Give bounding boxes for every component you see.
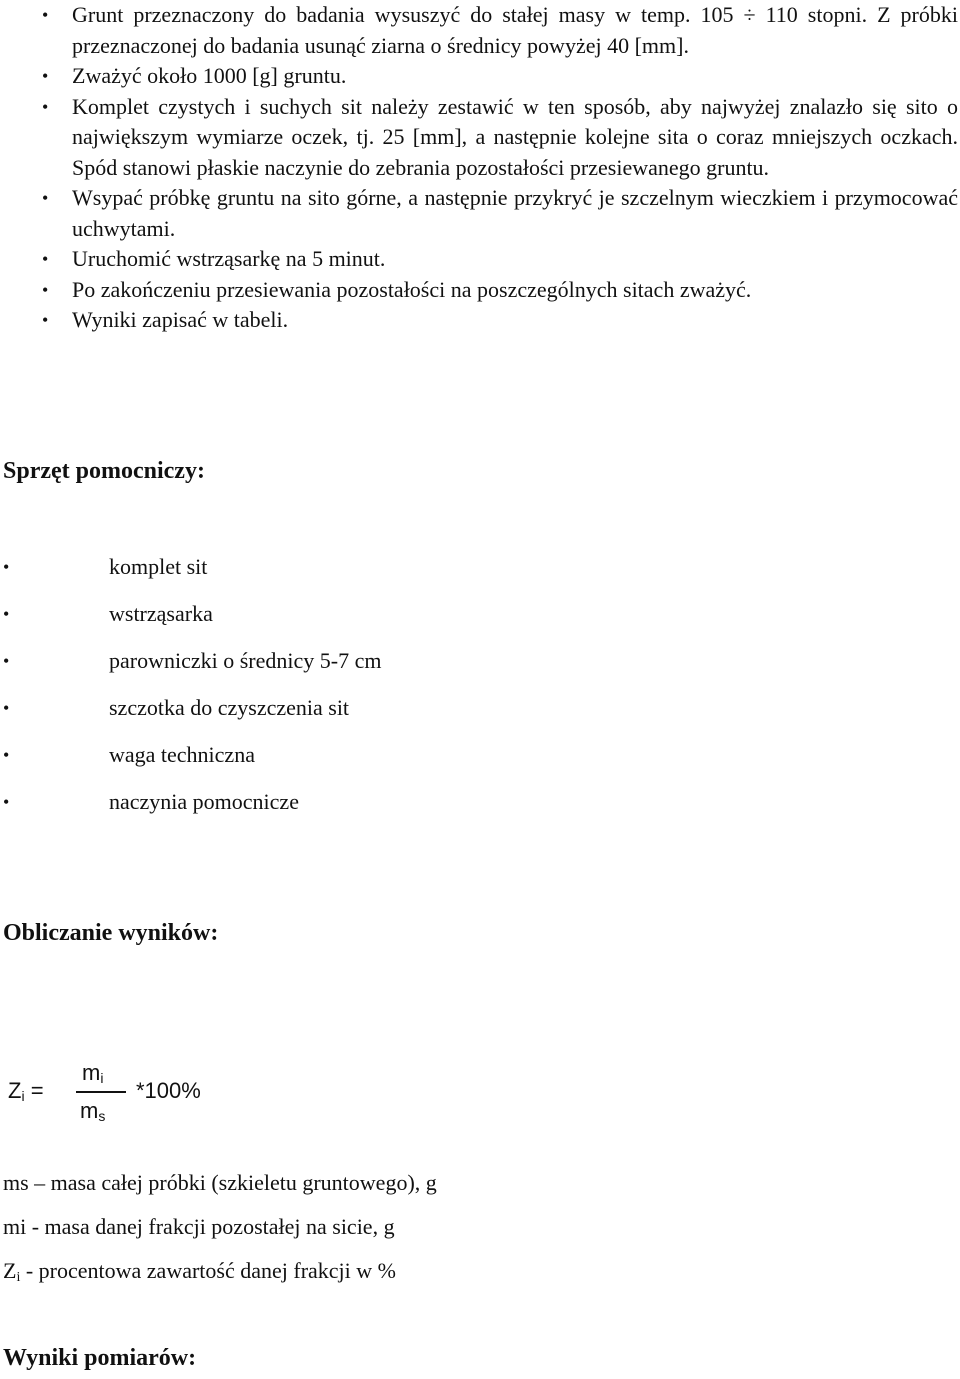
procedure-step (0, 0, 958, 61)
equipment-item (0, 642, 700, 689)
bullet-icon: • (3, 651, 10, 671)
definition-zi-subscript: i (16, 1270, 21, 1285)
formula-denominator-symbol: m (80, 1098, 99, 1123)
procedure-step (0, 61, 958, 92)
procedure-step-text: Wyniki zapisać w tabeli. (72, 307, 289, 332)
procedure-step-text: Grunt przeznaczony do badania wysuszyć do stałej masy w temp. 105 ÷ 110 stopni. Z próbki przeznaczonej do badania usunąć ziarna o średnicy powyżej 40 [mm]. (72, 2, 958, 58)
formula-numerator-subscript: i (100, 1070, 104, 1086)
formula-multiplier: *100% (136, 1078, 201, 1103)
procedure-step (0, 244, 958, 275)
bullet-icon: • (42, 279, 49, 300)
bullet-icon: • (42, 249, 49, 269)
formula-lhs (8, 1078, 44, 1104)
procedure-step (0, 305, 958, 336)
procedure-step (0, 275, 958, 306)
definition-ms: ms – masa całej próbki (szkieletu gruntowego), g (3, 1170, 437, 1195)
bullet-icon: • (3, 557, 10, 577)
formula-numerator (82, 1060, 103, 1086)
procedure-steps-list (0, 0, 958, 336)
procedure-step (0, 183, 958, 244)
formula-equals: = (30, 1078, 44, 1103)
equipment-item-text: naczynia pomocnicze (109, 789, 299, 814)
bullet-icon: • (42, 310, 49, 330)
equipment-item (0, 595, 700, 642)
procedure-step-text: Wsypać próbkę gruntu na sito górne, a następnie przykryć je szczelnym wieczkiem i przymocować uchwytami. (72, 185, 958, 241)
procedure-step-text: Po zakończeniu przesiewania pozostałości na poszczególnych sitach zważyć. (72, 276, 752, 302)
equipment-item (0, 783, 700, 830)
bullet-icon: • (42, 66, 49, 86)
procedure-step (0, 92, 958, 184)
fraction-bar (76, 1091, 126, 1093)
bullet-icon: • (3, 792, 10, 812)
formula-denominator (80, 1098, 105, 1124)
equipment-item-text: szczotka do czyszczenia sit (109, 695, 350, 720)
bullet-icon: • (3, 698, 10, 718)
definition-zi-text: - procentowa zawartość danej frakcji w % (20, 1258, 396, 1283)
equipment-item (0, 548, 700, 595)
results-heading: Wyniki pomiarów: (3, 1345, 197, 1371)
formula-numerator-symbol: m (82, 1060, 101, 1085)
formula-lhs-symbol: Z (8, 1078, 22, 1103)
equipment-item (0, 689, 700, 736)
equipment-list (0, 548, 700, 830)
equipment-item-text: waga techniczna (109, 742, 255, 767)
equipment-item-text: wstrząsarka (109, 601, 213, 626)
definition-zi (3, 1254, 437, 1298)
definition-mi: mi - masa danej frakcji pozostałej na sicie, g (3, 1214, 395, 1239)
equipment-item-text: komplet sit (109, 554, 208, 579)
calculation-heading: Obliczanie wyników: (3, 920, 219, 946)
equipment-item (0, 736, 700, 783)
variable-definitions (3, 1166, 437, 1298)
bullet-icon: • (3, 745, 10, 765)
percentage-formula (0, 1058, 400, 1128)
definition-zi-symbol: Z (3, 1258, 17, 1283)
equipment-item-text: parowniczki o średnicy 5-7 cm (109, 648, 382, 673)
bullet-icon: • (42, 188, 49, 208)
formula-lhs-subscript: i (21, 1088, 25, 1104)
procedure-step-text: Uruchomić wstrząsarkę na 5 minut. (72, 246, 386, 271)
equipment-heading: Sprzęt pomocniczy: (3, 458, 205, 484)
bullet-icon: • (42, 96, 49, 117)
procedure-step-text: Zważyć około 1000 [g] gruntu. (72, 63, 347, 88)
bullet-icon: • (42, 5, 49, 25)
bullet-icon: • (3, 604, 10, 624)
procedure-step-text: Komplet czystych i suchych sit należy zestawić w ten sposób, aby najwyżej znalazło się sito o największym wymiarze oczek, tj. 25 [mm], a następnie kolejne sita o coraz mniejszych oczkach. Spód stanowi płaskie naczynie do zebrania pozostałości przesiewanego gruntu. (72, 93, 958, 180)
formula-denominator-subscript: s (98, 1108, 106, 1124)
